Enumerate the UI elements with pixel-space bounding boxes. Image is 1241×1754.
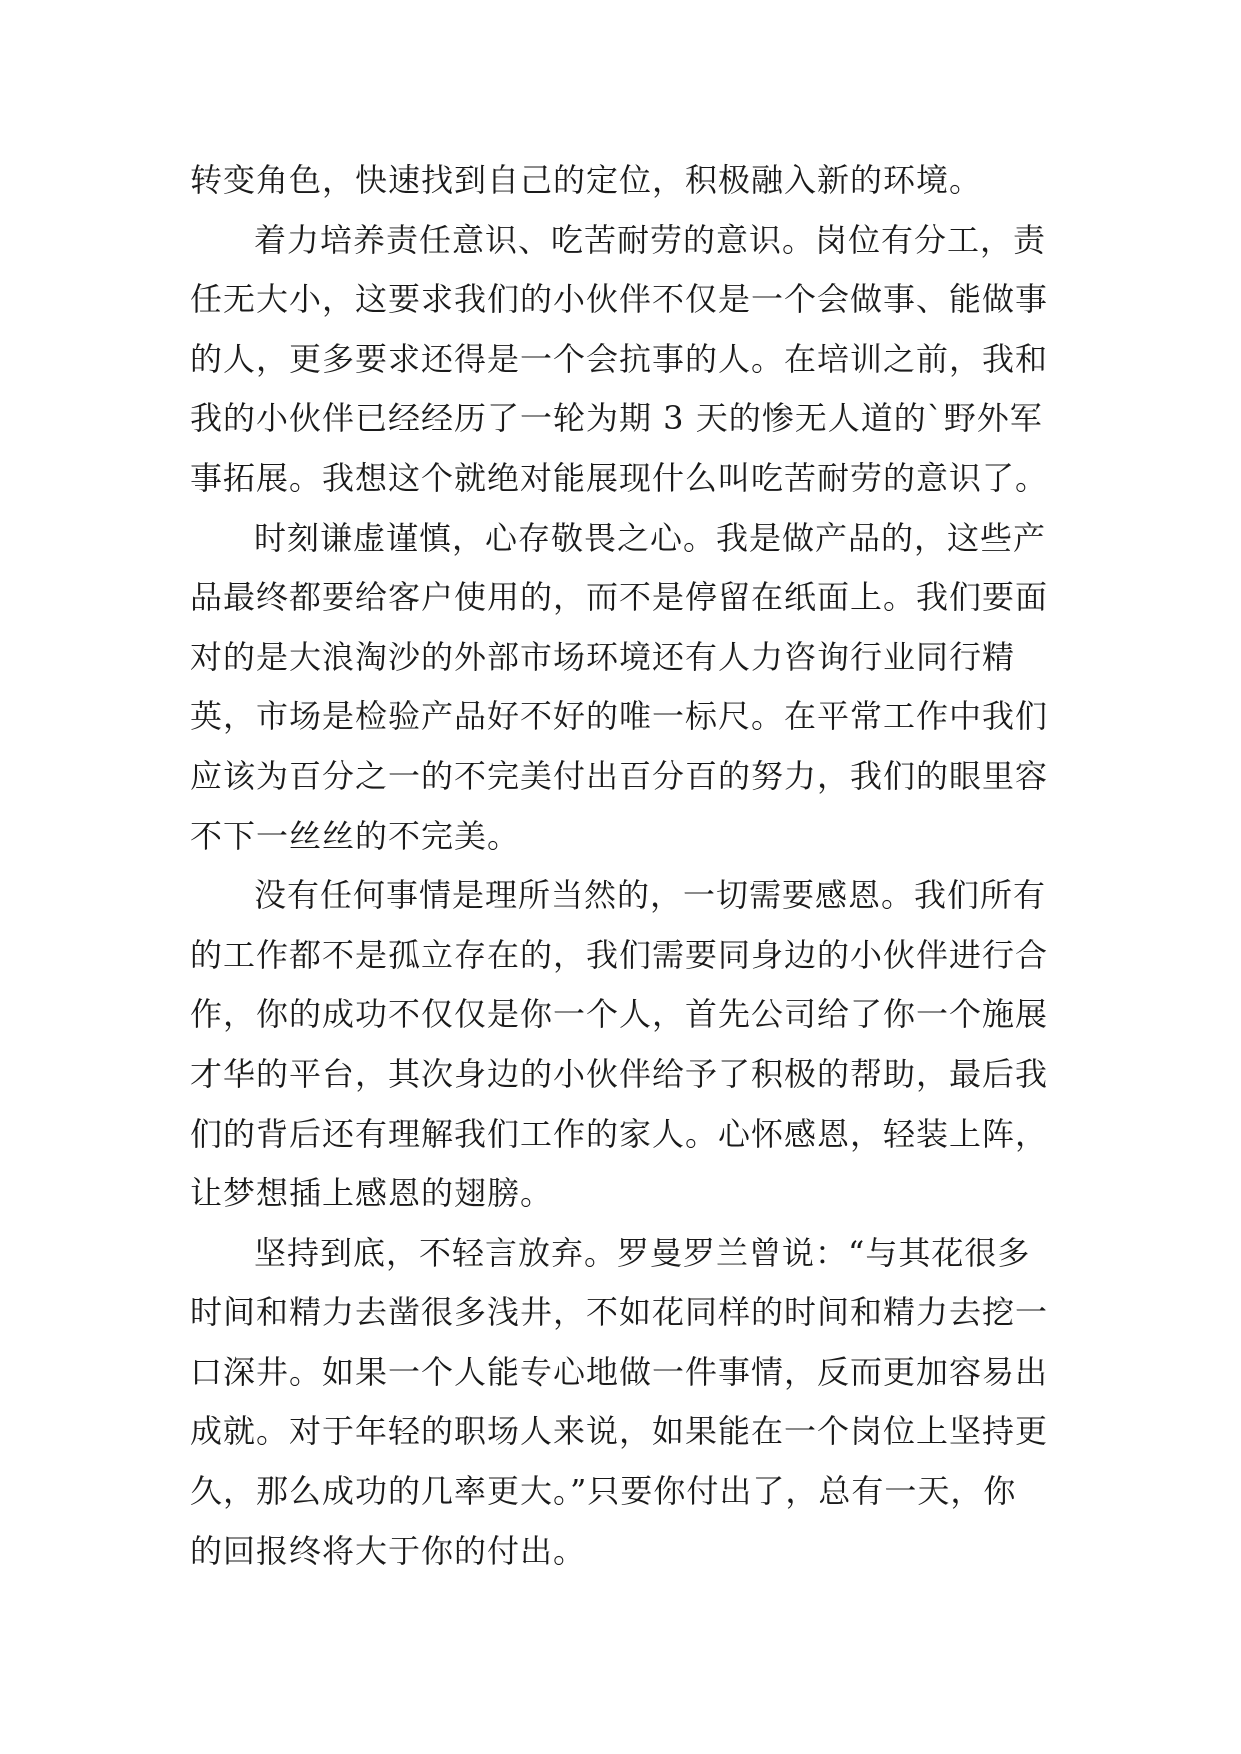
document-body [190,151,1070,1581]
text-line: 不下一丝丝的不完美。 [190,816,521,855]
text-line: 任无大小，这要求我们的小伙伴不仅是一个会做事、能做事 [190,280,1049,319]
paragraph-role-change [190,151,1070,211]
text-line: 对的是大浪淘沙的外部市场环境还有人力咨询行业同行精 [190,637,1016,676]
text-line: 作，你的成功不仅仅是你一个人，首先公司给了你一个施展 [190,995,1049,1034]
text-line: 们的背后还有理解我们工作的家人。心怀感恩，轻装上阵， [190,1114,1049,1153]
text-line: 时间和精力去凿很多浅井，不如花同样的时间和精力去挖一 [190,1293,1049,1332]
text-line: 没有任何事情是理所当然的，一切需要感恩。我们所有 [254,876,1047,915]
text-line: 着力培养责任意识、吃苦耐劳的意识。岗位有分工，责 [254,220,1047,259]
text-line: 品最终都要给客户使用的，而不是停留在纸面上。我们要面 [190,578,1049,617]
paragraph-humility [190,509,1070,867]
text-line: 我的小伙伴已经经历了一轮为期 3 天的惨无人道的`野外军 [190,399,1043,438]
text-line: 的工作都不是孤立存在的，我们需要同身边的小伙伴进行合 [190,935,1049,974]
paragraph-persistence [190,1224,1070,1582]
paragraph-responsibility [190,211,1070,509]
paragraph-gratitude [190,866,1070,1224]
text-line: 的回报终将大于你的付出。 [190,1531,587,1570]
text-line: 时刻谦虚谨慎，心存敬畏之心。我是做产品的，这些产 [254,518,1047,557]
text-line: 坚持到底，不轻言放弃。罗曼罗兰曾说：“与其花很多 [254,1233,1031,1272]
text-line: 才华的平台，其次身边的小伙伴给予了积极的帮助，最后我 [190,1054,1049,1093]
text-line: 口深井。如果一个人能专心地做一件事情，反而更加容易出 [190,1352,1049,1391]
text-line: 成就。对于年轻的职场人来说，如果能在一个岗位上坚持更 [190,1412,1049,1451]
text-line: 英，市场是检验产品好不好的唯一标尺。在平常工作中我们 [190,697,1049,736]
text-line: 转变角色，快速找到自己的定位，积极融入新的环境。 [190,161,983,199]
text-line: 让梦想插上感恩的翅膀。 [190,1174,554,1213]
text-line: 久，那么成功的几率更大。”只要你付出了，总有一天，你 [190,1472,1017,1511]
text-line: 事拓展。我想这个就绝对能展现什么叫吃苦耐劳的意识了。 [190,458,1049,497]
text-line: 的人，更多要求还得是一个会抗事的人。在培训之前，我和 [190,339,1049,378]
text-line: 应该为百分之一的不完美付出百分百的努力，我们的眼里容 [190,756,1049,795]
